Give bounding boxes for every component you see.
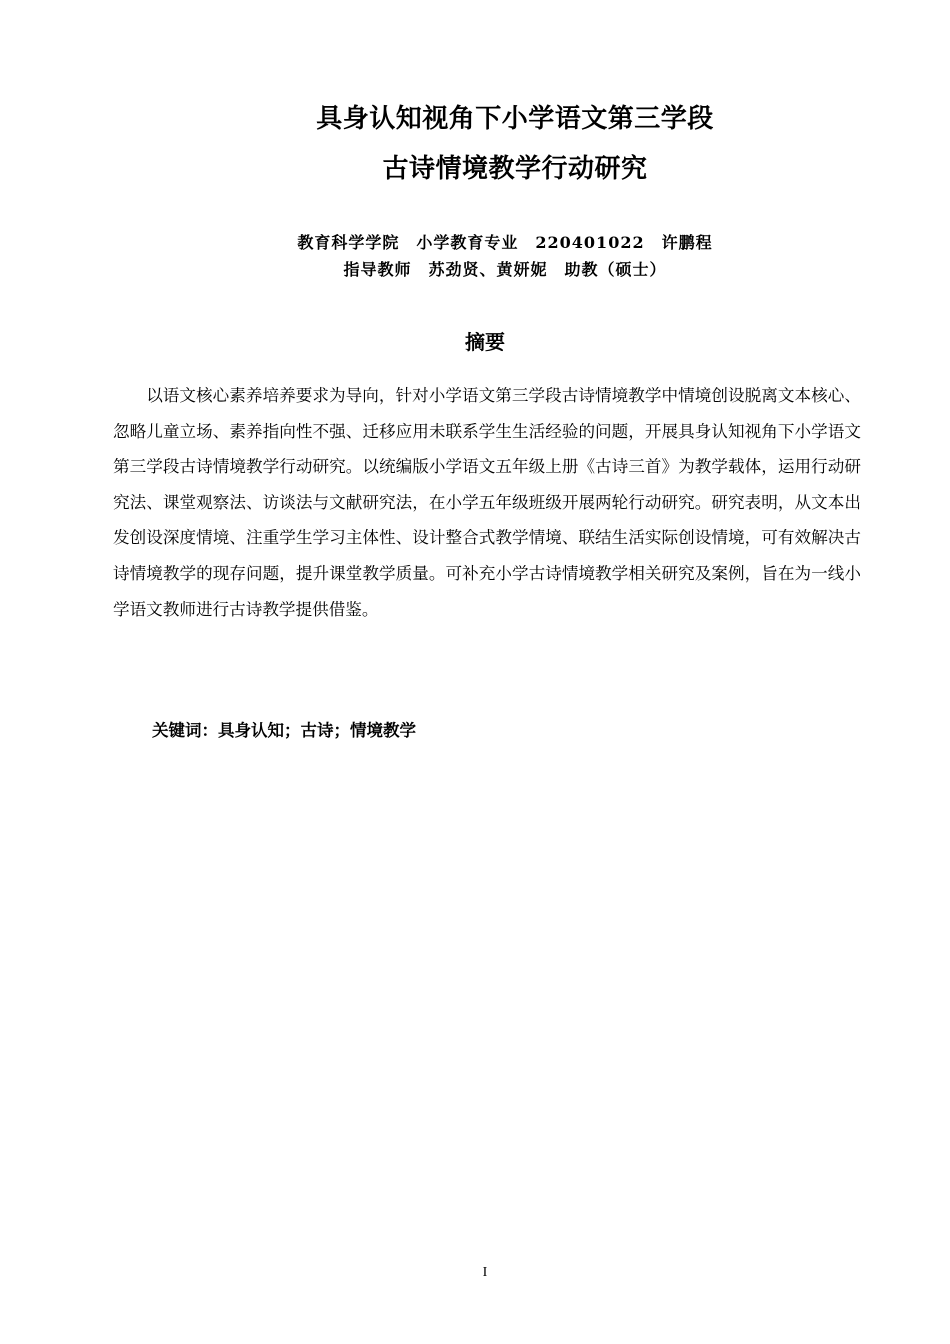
abstract-body: 以语文核心素养培养要求为导向，针对小学语文第三学段古诗情境教学中情境创设脱离文本核心、忽略儿童立场、素养指向性不强、迁移应用未联系学生生活经验的问题，开展具身认知视角下小学语文第三学段古诗情境教学行动研究。以统编版小学语文五年级上册《古诗三首》为教学载体，运用行动研究法、课堂观察法、访谈法与文献研究法，在小学五年级班级开展两轮行动研究。研究表明，从文本出发创设深度情境、注重学生学习主体性、设计整合式教学情境、联结生活实际创设情境，可有效解决古诗情境教学的现存问题，提升课堂教学质量。可补充小学古诗情境教学相关研究及案例，旨在为一线小学语文教师进行古诗教学提供借鉴。 xyxy=(113,386,861,619)
abstract-heading: 摘要 xyxy=(465,330,505,354)
page-number: I xyxy=(482,1265,488,1280)
paper-title-line-2: 古诗情境教学行动研究 xyxy=(382,154,648,184)
keywords-line: 关键词：具身认知；古诗；情境教学 xyxy=(152,721,416,740)
paper-title-line-1: 具身认知视角下小学语文第三学段 xyxy=(316,104,714,134)
advisor-info-line: 指导教师 苏劲贤、黄妍妮 助教（硕士） xyxy=(343,260,667,279)
author-info-line: 教育科学学院 小学教育专业 220401022 许鹏程 xyxy=(297,233,713,252)
